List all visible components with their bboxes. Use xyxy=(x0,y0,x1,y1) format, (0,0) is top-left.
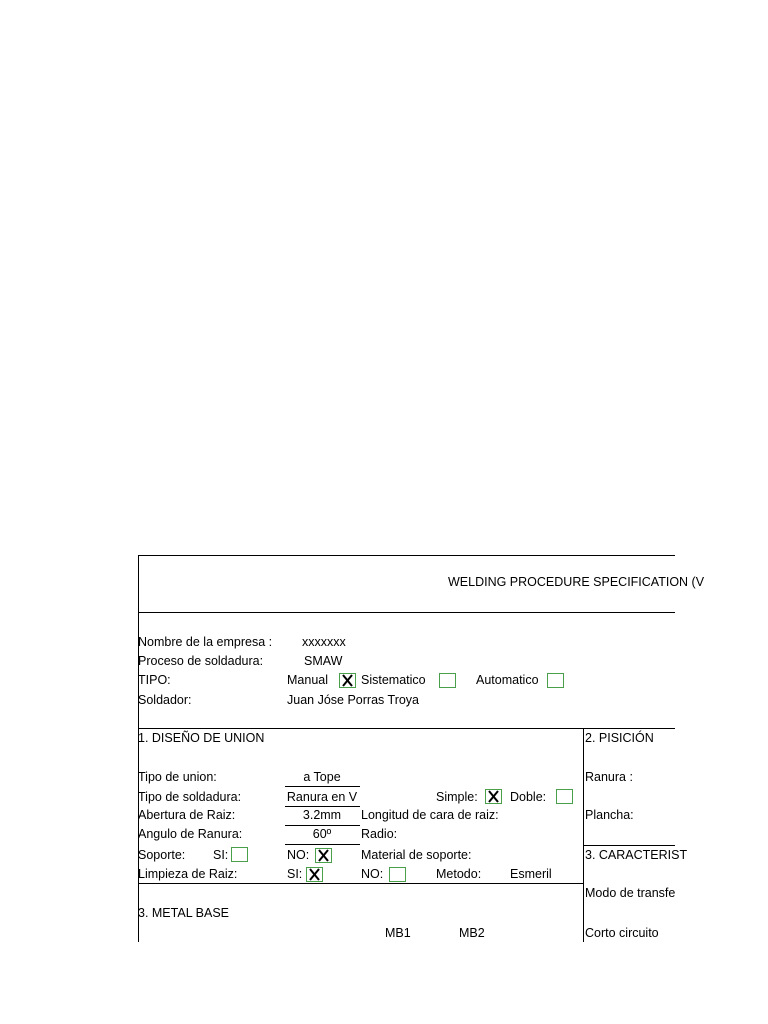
sistematico-checkbox[interactable] xyxy=(439,673,456,688)
general-bottom-border xyxy=(138,728,675,729)
manual-label: Manual xyxy=(287,673,328,687)
cleaning-no-checkbox[interactable] xyxy=(389,867,406,882)
form-top-border xyxy=(138,555,675,556)
root-opening-value: 3.2mm xyxy=(302,808,342,822)
doble-checkbox[interactable] xyxy=(556,789,573,804)
welder-label: Soldador: xyxy=(138,693,192,707)
position-title: 2. PISICIÓN xyxy=(585,731,654,745)
simple-checkbox[interactable] xyxy=(485,789,502,804)
groove-angle-underline xyxy=(285,844,360,845)
short-circuit-label: Corto circuito xyxy=(585,926,659,940)
backing-no-label: NO: xyxy=(287,848,310,862)
plate-position-label: Plancha: xyxy=(585,808,634,822)
type-label: TIPO: xyxy=(138,673,171,687)
backing-label: Soporte: xyxy=(138,848,186,862)
simple-label: Simple: xyxy=(436,790,478,804)
weld-type-value: Ranura en V xyxy=(286,790,358,804)
company-label: Nombre de la empresa : xyxy=(138,635,273,649)
union-type-underline xyxy=(285,786,360,787)
method-label: Metodo: xyxy=(436,867,482,881)
union-type-label: Tipo de union: xyxy=(138,770,217,784)
page-title: WELDING PROCEDURE SPECIFICATION (V xyxy=(448,575,705,589)
company-value: xxxxxxx xyxy=(302,635,346,649)
column-divider xyxy=(583,728,584,942)
backing-si-label: SI: xyxy=(213,848,229,862)
backing-si-checkbox[interactable] xyxy=(231,847,248,862)
header-bottom-border xyxy=(138,612,675,613)
sistematico-label: Sistematico xyxy=(361,673,426,687)
joint-design-bottom-border xyxy=(138,883,583,884)
process-label: Proceso de soldadura: xyxy=(138,654,264,668)
position-bottom-border xyxy=(583,845,675,846)
checkmark-x-icon xyxy=(341,674,354,687)
mb2-label: MB2 xyxy=(459,926,485,940)
backing-material-label: Material de soporte: xyxy=(361,848,472,862)
groove-angle-label: Angulo de Ranura: xyxy=(138,827,243,841)
checkmark-x-icon xyxy=(487,790,500,803)
mb1-label: MB1 xyxy=(385,926,411,940)
cleaning-si-label: SI: xyxy=(287,867,303,881)
checkmark-x-icon xyxy=(317,849,330,862)
base-metal-title: 3. METAL BASE xyxy=(138,906,230,920)
joint-design-title: 1. DISEÑO DE UNION xyxy=(138,731,265,745)
cleaning-no-label: NO: xyxy=(361,867,384,881)
root-opening-label: Abertura de Raiz: xyxy=(138,808,236,822)
root-cleaning-label: Limpieza de Raiz: xyxy=(138,867,238,881)
automatico-label: Automatico xyxy=(476,673,539,687)
union-type-value: a Tope xyxy=(303,770,341,784)
transfer-mode-label: Modo de transfe xyxy=(585,886,676,900)
weld-type-label: Tipo de soldadura: xyxy=(138,790,242,804)
groove-angle-value: 60º xyxy=(312,827,332,841)
root-face-label: Longitud de cara de raiz: xyxy=(361,808,499,822)
checkmark-x-icon xyxy=(308,868,321,881)
welder-value: Juan Jóse Porras Troya xyxy=(287,693,420,707)
groove-position-label: Ranura : xyxy=(585,770,633,784)
process-value: SMAW xyxy=(304,654,343,668)
root-opening-underline xyxy=(285,825,360,826)
radius-label: Radio: xyxy=(361,827,398,841)
weld-type-underline xyxy=(285,806,360,807)
automatico-checkbox[interactable] xyxy=(547,673,564,688)
backing-no-checkbox[interactable] xyxy=(315,848,332,863)
doble-label: Doble: xyxy=(510,790,547,804)
cleaning-si-checkbox[interactable] xyxy=(306,867,323,882)
method-value: Esmeril xyxy=(510,867,552,881)
manual-checkbox[interactable] xyxy=(339,673,356,688)
characteristics-title: 3. CARACTERIST xyxy=(585,848,688,862)
